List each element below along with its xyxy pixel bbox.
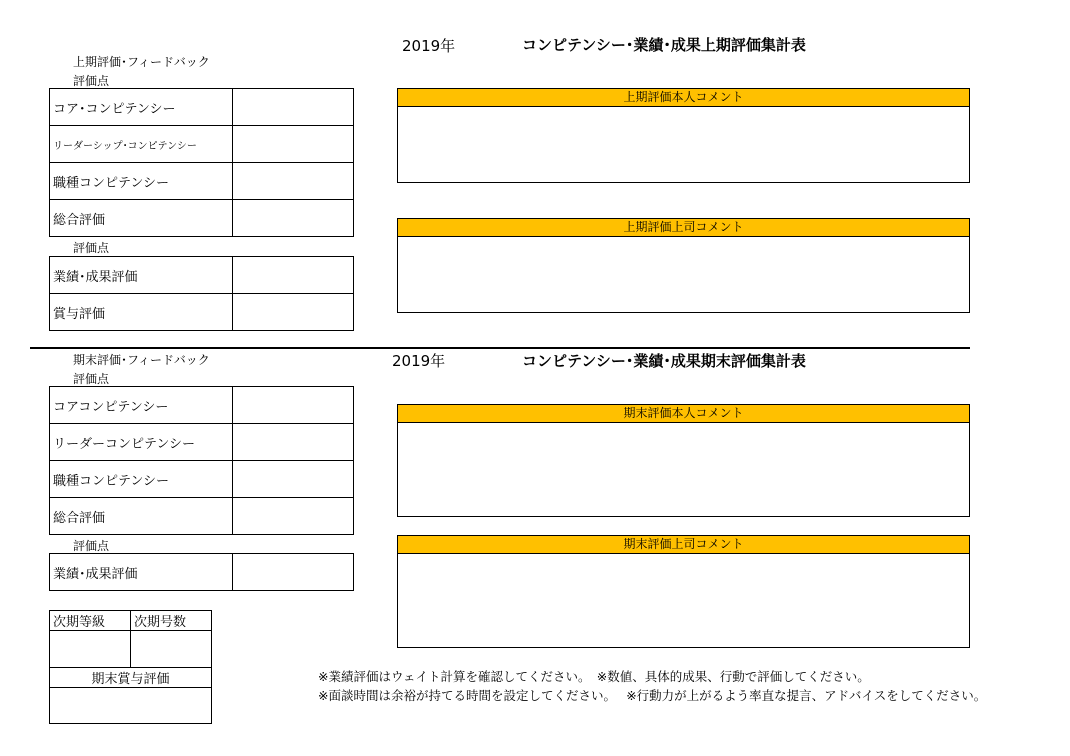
table-row [50, 424, 354, 461]
section-divider [30, 347, 970, 349]
row-label: 総合評価 [50, 200, 233, 237]
upper-competency-table [49, 88, 354, 237]
table-row [50, 498, 354, 535]
table-row [50, 126, 354, 163]
upper-boss-comment-area[interactable] [398, 237, 969, 312]
table-row [50, 631, 212, 668]
score-cell[interactable] [233, 424, 354, 461]
lower-boss-comment-box [397, 535, 970, 648]
upper-score-label: 評価点 [73, 74, 110, 88]
note-line-2: ※面談時間は余裕が持てる時間を設定してください。 ※行動力が上がるよう率直な提言、アドバイスをしてください。 [318, 688, 987, 703]
row-label: コアコンピテンシー [50, 387, 233, 424]
row-label: 業績･成果評価 [50, 554, 233, 591]
lower-performance-table [49, 553, 354, 591]
next-number-cell[interactable] [131, 631, 212, 668]
note-line-1: ※業績評価はウェイト計算を確認してください。 ※数値、具体的成果、行動で評価してください。 [318, 669, 870, 684]
table-row [50, 387, 354, 424]
upper-score-label-2: 評価点 [73, 241, 110, 255]
row-label: 職種コンピテンシー [50, 163, 233, 200]
row-label: 職種コンピテンシー [50, 461, 233, 498]
score-cell[interactable] [233, 200, 354, 237]
lower-year: 2019年 [392, 352, 446, 370]
table-row [50, 554, 354, 591]
row-label: 賞与評価 [50, 294, 233, 331]
lower-boss-comment-area[interactable] [398, 554, 969, 647]
table-row [50, 668, 212, 688]
lower-score-label-2: 評価点 [73, 539, 110, 553]
bonus-label: 期末賞与評価 [50, 668, 212, 688]
upper-year: 2019年 [402, 37, 456, 55]
upper-title: コンピテンシー･業績･成果上期評価集計表 [522, 36, 806, 54]
bonus-cell[interactable] [50, 688, 212, 724]
row-label: リーダーコンピテンシー [50, 424, 233, 461]
lower-boss-comment-header: 期末評価上司コメント [398, 536, 969, 554]
next-grade-cell[interactable] [50, 631, 131, 668]
table-row [50, 200, 354, 237]
score-cell[interactable] [233, 163, 354, 200]
table-row [50, 294, 354, 331]
upper-boss-comment-header: 上期評価上司コメント [398, 219, 969, 237]
next-number-label: 次期号数 [131, 611, 212, 631]
score-cell[interactable] [233, 89, 354, 126]
table-row [50, 611, 212, 631]
score-cell[interactable] [233, 387, 354, 424]
lower-section-label: 期末評価･フィードバック [73, 353, 210, 367]
score-cell[interactable] [233, 554, 354, 591]
row-label: 総合評価 [50, 498, 233, 535]
score-cell[interactable] [233, 257, 354, 294]
lower-self-comment-header: 期末評価本人コメント [398, 405, 969, 423]
row-label: リーダーシップ･コンピテンシー [50, 126, 233, 163]
table-row [50, 163, 354, 200]
table-row [50, 89, 354, 126]
upper-section-label: 上期評価･フィードバック [73, 55, 210, 69]
score-cell[interactable] [233, 126, 354, 163]
row-label: 業績･成果評価 [50, 257, 233, 294]
upper-self-comment-area[interactable] [398, 107, 969, 182]
lower-competency-table [49, 386, 354, 535]
upper-self-comment-header: 上期評価本人コメント [398, 89, 969, 107]
grade-table [49, 610, 212, 724]
score-cell[interactable] [233, 294, 354, 331]
lower-score-label: 評価点 [73, 372, 110, 386]
lower-title: コンピテンシー･業績･成果期末評価集計表 [522, 352, 806, 370]
table-row [50, 688, 212, 724]
score-cell[interactable] [233, 461, 354, 498]
lower-self-comment-area[interactable] [398, 423, 969, 516]
upper-performance-table [49, 256, 354, 331]
score-cell[interactable] [233, 498, 354, 535]
table-row [50, 257, 354, 294]
lower-self-comment-box [397, 404, 970, 517]
upper-boss-comment-box [397, 218, 970, 313]
row-label: コア･コンピテンシー [50, 89, 233, 126]
next-grade-label: 次期等級 [50, 611, 131, 631]
table-row [50, 461, 354, 498]
upper-self-comment-box [397, 88, 970, 183]
